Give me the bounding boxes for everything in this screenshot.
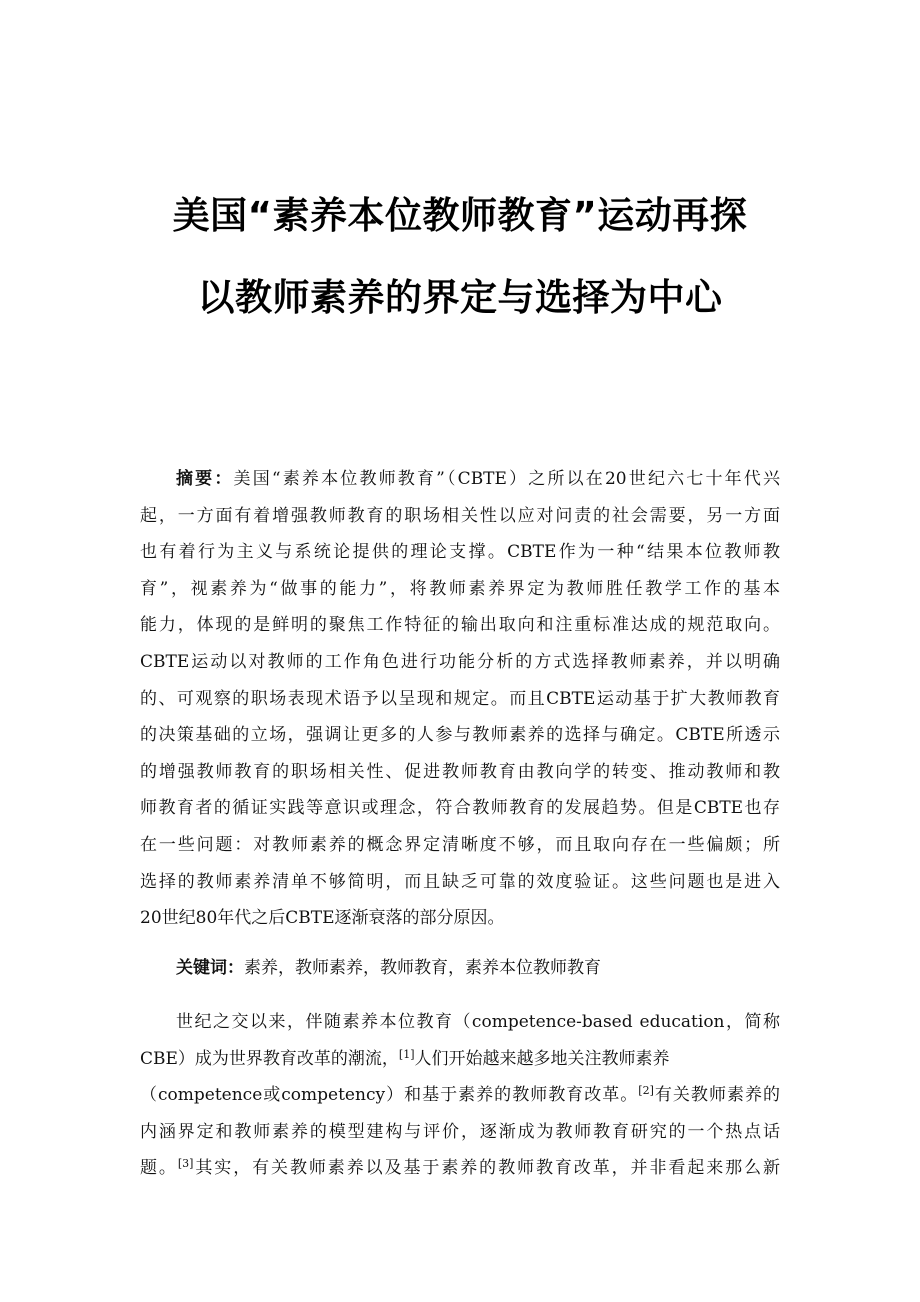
abstract-line: 的增强教师教育的职场相关性、促进教师教育由教向学的转变、推动教师和教 (140, 761, 780, 782)
intro-line: 内涵界定和教师素养的模型建构与评价，逐渐成为教师教育研究的一个热点话 (140, 1121, 780, 1142)
abstract-section (140, 461, 780, 937)
abstract-line: 摘要：美国“素养本位教师教育”（CBTE）之所以在20世纪六七十年代兴 (176, 469, 781, 489)
keywords-label: 关键词： (176, 958, 244, 978)
citation-ref-1[interactable]: [1] (398, 1047, 415, 1061)
intro-line: 题。[3]其实，有关教师素养以及基于素养的教师教育改革，并非看起来那么新 (140, 1157, 780, 1179)
keywords-section (140, 950, 780, 987)
abstract-line: 的、可观察的职场表现术语予以呈现和规定。而且CBTE运动基于扩大教师教育 (140, 688, 780, 709)
keywords-text: 素养，教师素养，教师教育，素养本位教师教育 (244, 958, 601, 978)
intro-line: CBE）成为世界教育改革的潮流，[1]人们开始越来越多地关注教师素养 (140, 1047, 670, 1069)
citation-ref-2[interactable]: [2] (638, 1084, 654, 1098)
abstract-line: 师教育者的循证实践等意识或理念，符合教师教育的发展趋势。但是CBTE也存 (140, 798, 780, 819)
abstract-line: 也有着行为主义与系统论提供的理论支撑。CBTE作为一种“结果本位教师教 (140, 542, 780, 563)
abstract-line: 起，一方面有着增强教师教育的职场相关性以应对问责的社会需要，另一方面 (140, 505, 780, 526)
abstract-line: CBTE运动以对教师的工作角色进行功能分析的方式选择教师素养，并以明确 (140, 651, 780, 672)
document-title-line-2: 以教师素养的界定与选择为中心 (197, 276, 723, 319)
intro-paragraph (140, 1004, 780, 1187)
abstract-label: 摘要： (176, 469, 234, 489)
abstract-line: 选择的教师素养清单不够简明，而且缺乏可靠的效度验证。这些问题也是进入 (140, 871, 780, 892)
abstract-line: 在一些问题：对教师素养的概念界定清晰度不够，而且取向存在一些偏颇；所 (140, 834, 780, 855)
citation-ref-3[interactable]: [3] (177, 1157, 194, 1171)
intro-line: （competence或competency）和基于素养的教师教育改革。[2]有关教师素养的 (140, 1084, 780, 1106)
abstract-line: 20世纪80年代之后CBTE逐渐衰落的部分原因。 (140, 908, 505, 929)
document-title-line-1: 美国“素养本位教师教育”运动再探 (172, 194, 748, 237)
intro-line: 世纪之交以来，伴随素养本位教育（competence-based education，简称 (176, 1012, 780, 1032)
abstract-line: 育”，视素养为“做事的能力”，将教师素养界定为教师胜任教学工作的基本 (140, 578, 780, 599)
abstract-line: 能力，体现的是鲜明的聚焦工作特征的输出取向和注重标准达成的规范取向。 (140, 615, 780, 636)
abstract-line: 的决策基础的立场，强调让更多的人参与教师素养的选择与确定。CBTE所透示 (140, 725, 780, 746)
